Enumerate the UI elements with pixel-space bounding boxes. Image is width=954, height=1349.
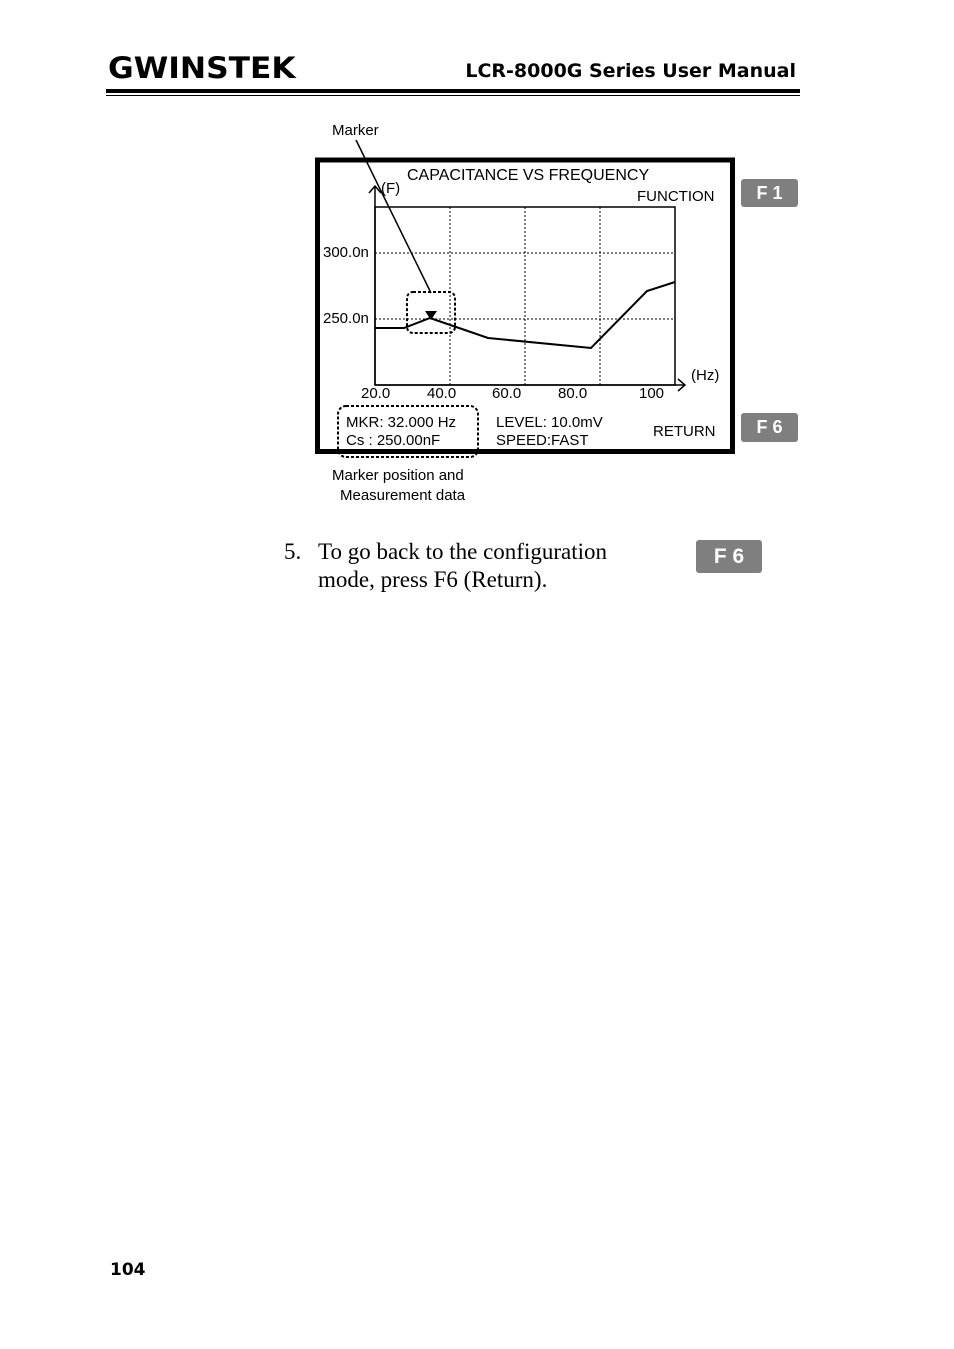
marker-frequency-readout: MKR: 32.000 Hz bbox=[346, 414, 457, 431]
capacitance-readout: Cs : 250.00nF bbox=[346, 432, 441, 449]
screen-title: CAPACITANCE VS FREQUENCY bbox=[407, 167, 650, 184]
step-text-line2: mode, press F6 (Return). bbox=[318, 567, 548, 592]
speed-readout: SPEED:FAST bbox=[496, 432, 589, 449]
step-text-line1: To go back to the configuration bbox=[318, 539, 608, 564]
marker-pointer-line bbox=[356, 140, 431, 293]
callout-label-line1: Marker position and bbox=[332, 467, 464, 484]
x-tick-label: 20.0 bbox=[361, 385, 391, 402]
lcr-screen-graphic bbox=[0, 0, 954, 520]
f6-return-key[interactable]: F 6 bbox=[696, 540, 762, 573]
x-tick-label: 100 bbox=[639, 385, 665, 402]
level-readout: LEVEL: 10.0mV bbox=[496, 414, 603, 431]
grid-lines bbox=[375, 207, 675, 385]
page-number: 104 bbox=[110, 1260, 146, 1280]
marker-label: Marker bbox=[332, 122, 379, 139]
f6-key[interactable]: F 6 bbox=[741, 413, 798, 442]
callout-label-line2: Measurement data bbox=[340, 487, 466, 504]
x-tick-label: 80.0 bbox=[558, 385, 588, 402]
x-unit-label: (Hz) bbox=[691, 367, 720, 384]
step-number: 5. bbox=[284, 539, 302, 564]
y-tick-label: 300.0n bbox=[323, 244, 369, 261]
manual-title: LCR-8000G Series User Manual bbox=[465, 60, 796, 82]
step-text bbox=[318, 538, 678, 594]
y-unit-label: (F) bbox=[381, 180, 401, 197]
y-tick-label: 250.0n bbox=[323, 310, 369, 327]
brand-logo: GWINSTEK bbox=[108, 51, 296, 85]
x-tick-label: 40.0 bbox=[427, 385, 457, 402]
x-tick-label: 60.0 bbox=[492, 385, 522, 402]
return-softkey-label: RETURN bbox=[653, 423, 716, 440]
f1-key[interactable]: F 1 bbox=[741, 179, 798, 207]
function-softkey-label: FUNCTION bbox=[637, 188, 715, 205]
